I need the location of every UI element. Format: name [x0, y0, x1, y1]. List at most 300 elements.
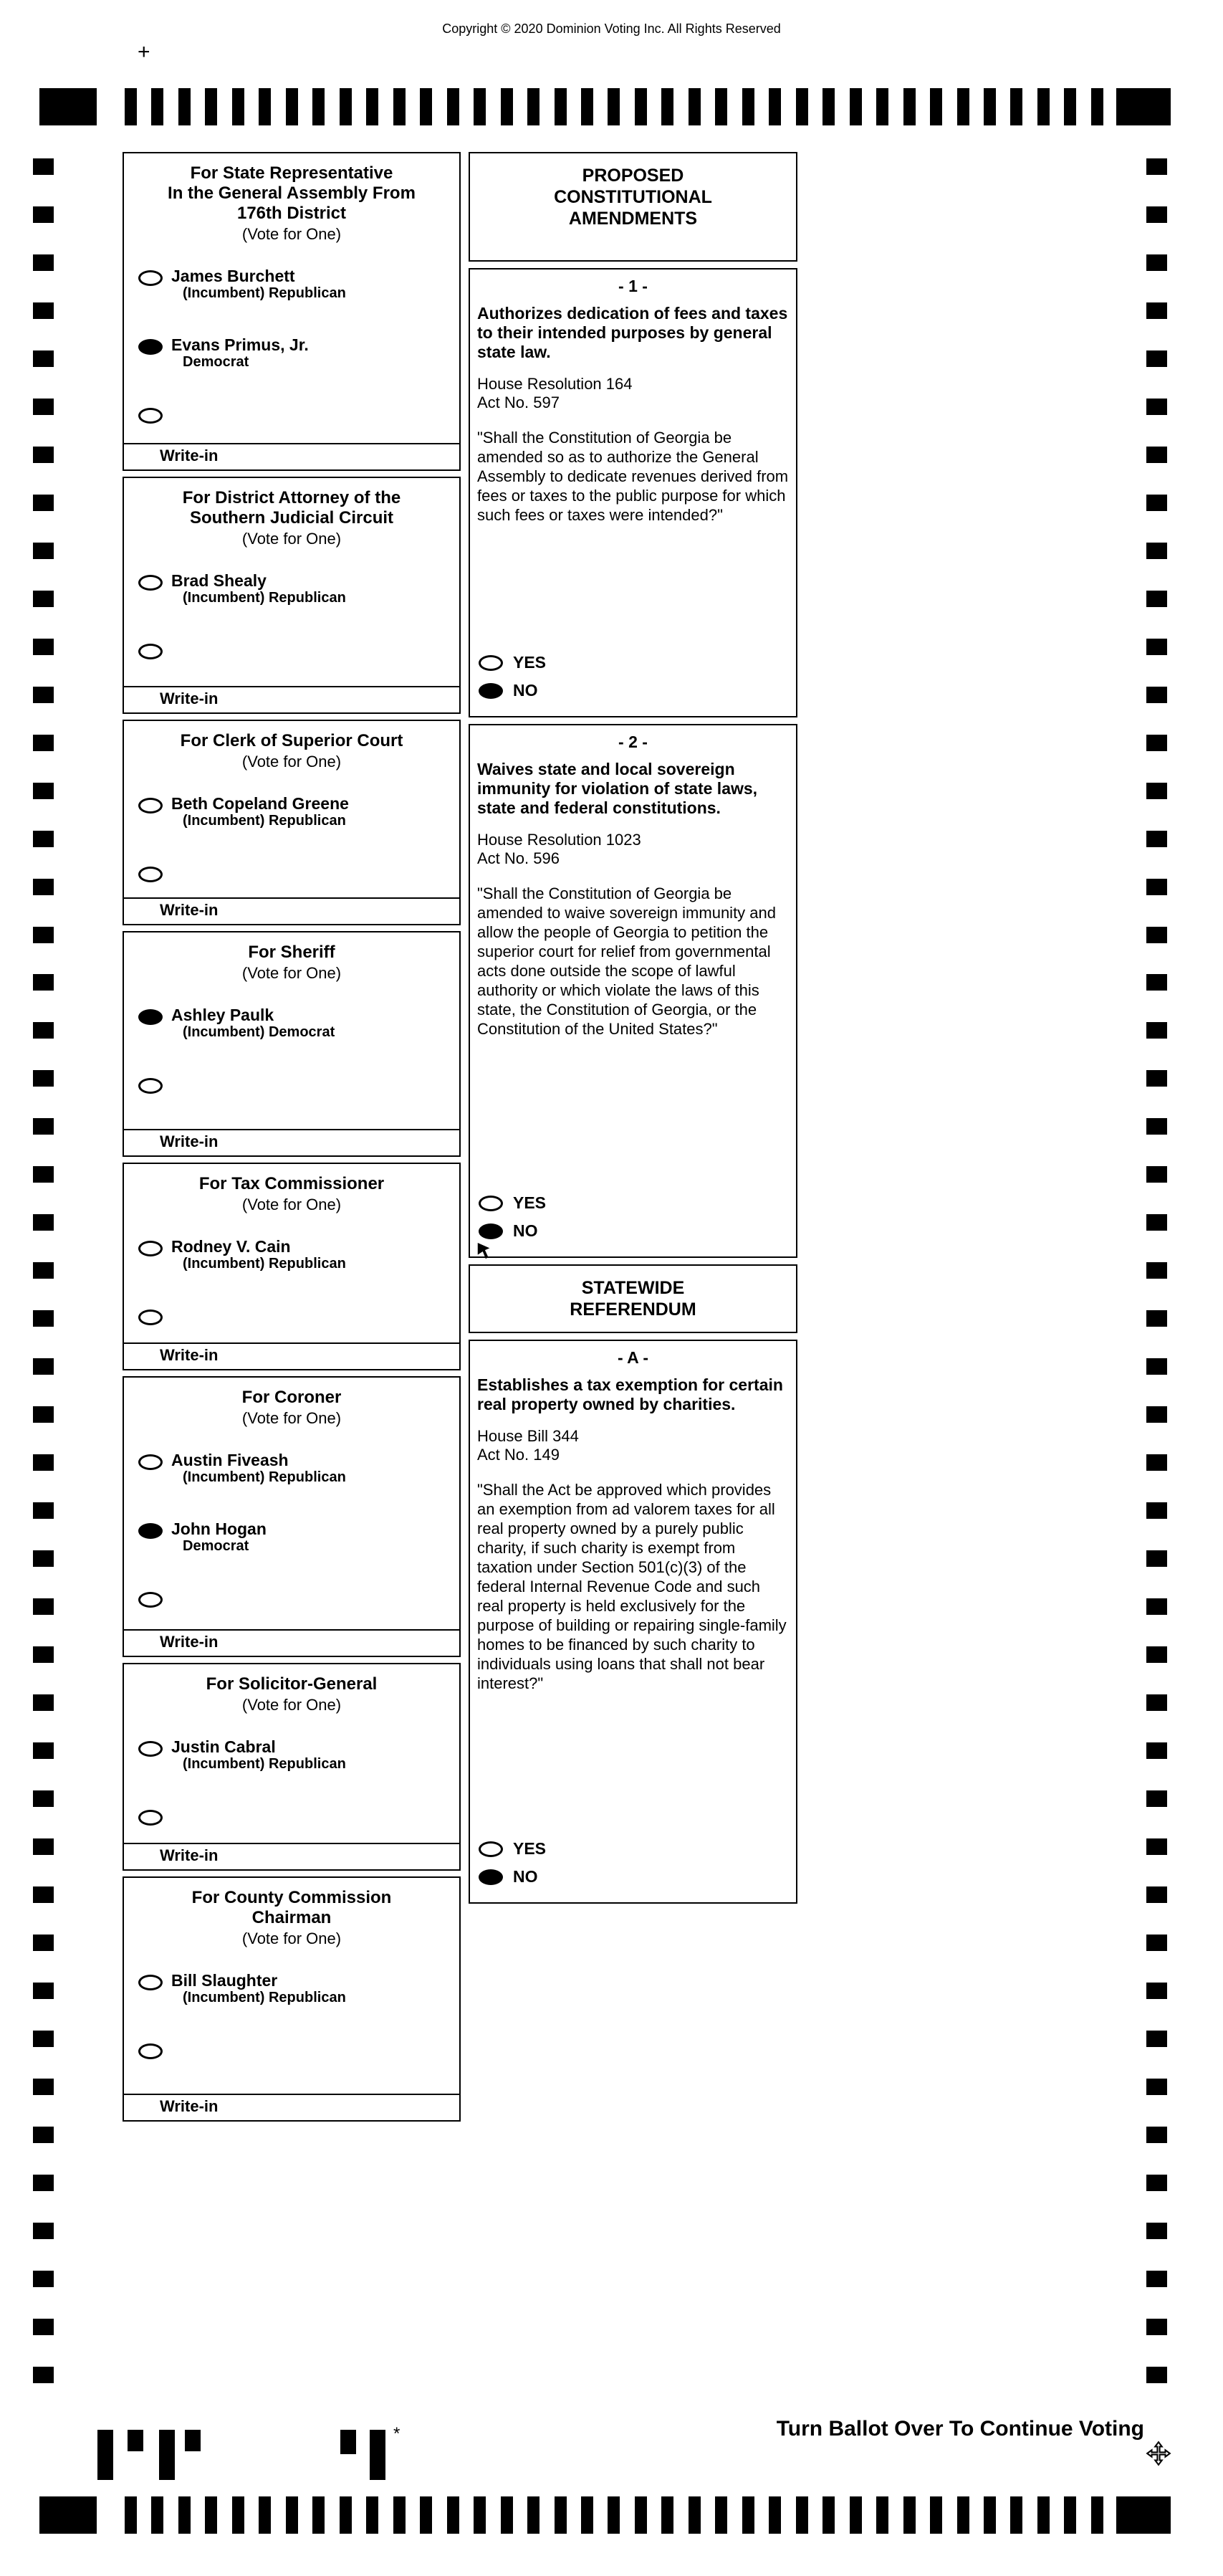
- timing-bar: [876, 88, 888, 125]
- timing-bar: [501, 88, 513, 125]
- section-header-line: STATEWIDE: [581, 1278, 685, 1298]
- candidate-info: [171, 1451, 346, 1486]
- measures-column: [469, 152, 797, 1904]
- timing-bar: [312, 2496, 325, 2534]
- vote-oval[interactable]: [138, 644, 163, 659]
- timing-square: [1146, 1406, 1167, 1423]
- vote-oval[interactable]: [138, 1741, 163, 1757]
- section-header-line: PROPOSED: [582, 166, 684, 186]
- candidate-party: Democrat: [183, 354, 249, 370]
- timing-square: [1146, 254, 1167, 271]
- timing-square: [1146, 974, 1167, 991]
- candidate-party: (Incumbent) Republican: [183, 1469, 346, 1485]
- timing-row-bottom-bars: [125, 2496, 1103, 2534]
- timing-square: [1146, 1838, 1167, 1855]
- candidate-name: Bill Slaughter: [171, 1971, 278, 1990]
- candidate-row: [124, 1583, 459, 1623]
- candidate-name: John Hogan: [171, 1520, 267, 1538]
- vote-for-instruction: (Vote for One): [241, 530, 342, 548]
- timing-square: [33, 1742, 54, 1759]
- measure-reference-line: Act No. 149: [477, 1446, 560, 1464]
- timing-bar: [340, 88, 352, 125]
- timing-bar: [957, 88, 969, 125]
- timing-square: [33, 879, 54, 895]
- timing-square: [1146, 2367, 1167, 2383]
- measure-reference-line: House Bill 344: [477, 1427, 579, 1445]
- candidate-name: Rodney V. Cain: [171, 1237, 291, 1256]
- vote-oval[interactable]: [479, 1223, 503, 1239]
- measure-references: [470, 818, 796, 868]
- timing-bar: [769, 2496, 781, 2534]
- timing-square: [1146, 927, 1167, 943]
- timing-bar: [661, 88, 673, 125]
- timing-bar: [689, 2496, 701, 2534]
- candidate-row: [124, 857, 459, 897]
- write-in-label: Write-in: [160, 447, 219, 464]
- candidate-info: [171, 267, 346, 302]
- contest-header: [124, 932, 459, 1000]
- turn-ballot-instruction: Turn Ballot Over To Continue Voting: [776, 2417, 1144, 2441]
- timing-bar: [286, 2496, 298, 2534]
- timing-square: [33, 1983, 54, 1999]
- contest-header: [124, 1164, 459, 1231]
- candidate-row: [124, 330, 459, 399]
- timing-bar: [661, 2496, 673, 2534]
- timing-row-top: [0, 88, 1223, 125]
- timing-bar: [366, 88, 378, 125]
- timing-square: [1146, 1262, 1167, 1279]
- contest-box: [123, 720, 461, 925]
- calibration-mark: [97, 2430, 113, 2480]
- timing-square: [33, 1550, 54, 1567]
- timing-square: [33, 1022, 54, 1039]
- timing-square: [33, 1310, 54, 1327]
- vote-oval[interactable]: [138, 867, 163, 882]
- timing-bar: [1064, 2496, 1076, 2534]
- timing-square: [33, 2319, 54, 2335]
- timing-square: [1146, 158, 1167, 175]
- timing-bar: [312, 88, 325, 125]
- contest-title-line: For Solicitor-General: [206, 1674, 378, 1694]
- vote-for-instruction: (Vote for One): [241, 964, 342, 982]
- candidate-row: [124, 2034, 459, 2074]
- timing-square: [33, 1598, 54, 1615]
- write-in-area[interactable]: [124, 1342, 459, 1369]
- timing-square: [33, 350, 54, 367]
- timing-bar: [930, 2496, 942, 2534]
- timing-square: [1146, 1935, 1167, 1951]
- vote-oval[interactable]: [138, 408, 163, 424]
- write-in-area[interactable]: [124, 1129, 459, 1155]
- measure-question: "Shall the Act be approved which provides an exemption from ad valorem taxes for all real property owned by a purely public charity, if such charity is exempt from taxation under Section 501(c)(3) of the federal Internal Revenue Code and such real property is held exclusively for the purpose of building or repairing single-family homes to be financed by such charity to individuals using loans that shall not bear interest?": [477, 1481, 787, 1692]
- timing-row-bottom: [0, 2496, 1223, 2534]
- contest-title-line: For County Commission: [191, 1888, 392, 1907]
- calibration-mark: [370, 2430, 385, 2480]
- timing-square: [1146, 879, 1167, 895]
- candidate-row: [124, 1800, 459, 1841]
- candidate-info: [171, 571, 346, 606]
- timing-square: [33, 1790, 54, 1807]
- candidate-info: [171, 794, 349, 829]
- measure-box: [469, 1340, 797, 1904]
- measure-references: [470, 1414, 796, 1464]
- measure-summary: Authorizes dedication of fees and taxes to their intended purposes by general state law.: [477, 304, 788, 361]
- measure-option-row: [470, 1193, 796, 1221]
- timing-square: [33, 1358, 54, 1375]
- timing-square: [1146, 1214, 1167, 1231]
- write-in-area[interactable]: [124, 443, 459, 469]
- candidate-name: Brad Shealy: [171, 571, 267, 590]
- timing-square: [33, 2223, 54, 2239]
- timing-bar: [501, 2496, 513, 2534]
- candidate-party: (Incumbent) Republican: [183, 813, 346, 829]
- timing-square: [33, 1118, 54, 1135]
- timing-bar: [178, 88, 191, 125]
- timing-square: [33, 1502, 54, 1519]
- timing-bar: [555, 2496, 567, 2534]
- timing-bar: [393, 88, 406, 125]
- vote-oval[interactable]: [138, 1454, 163, 1470]
- timing-square: [1146, 2175, 1167, 2191]
- candidate-info: [171, 1737, 346, 1773]
- contest-title-line: For Coroner: [241, 1388, 342, 1407]
- timing-bar: [151, 2496, 163, 2534]
- candidate-name: James Burchett: [171, 267, 295, 285]
- option-label: YES: [513, 1193, 547, 1212]
- contest-box: [123, 152, 461, 471]
- candidate-row: [124, 566, 459, 634]
- contest-header: [124, 1878, 459, 1965]
- candidate-party: (Incumbent) Republican: [183, 1756, 346, 1772]
- timing-square: [1146, 687, 1167, 703]
- measure-options: [470, 1829, 796, 1898]
- timing-bar: [822, 2496, 835, 2534]
- timing-bar: [742, 2496, 754, 2534]
- contest-box: [123, 1376, 461, 1657]
- timing-bar: [796, 2496, 808, 2534]
- timing-square: [33, 1214, 54, 1231]
- timing-bar: [125, 88, 137, 125]
- timing-square: [1146, 2127, 1167, 2143]
- timing-bar: [715, 2496, 727, 2534]
- timing-square: [1146, 2319, 1167, 2335]
- vote-oval[interactable]: [138, 1975, 163, 1990]
- timing-square: [1146, 1646, 1167, 1663]
- timing-bar: [474, 88, 486, 125]
- option-label: YES: [513, 1839, 547, 1858]
- vote-oval[interactable]: [138, 798, 163, 814]
- candidate-name: Evans Primus, Jr.: [171, 335, 309, 354]
- timing-bar: [903, 88, 916, 125]
- measure-options: [470, 643, 796, 712]
- timing-bar: [581, 2496, 593, 2534]
- timing-square: [33, 495, 54, 511]
- vote-oval[interactable]: [138, 1310, 163, 1325]
- timing-bar: [903, 2496, 916, 2534]
- timing-bar: [259, 88, 271, 125]
- timing-square: [33, 1886, 54, 1903]
- timing-square: [1146, 543, 1167, 559]
- measure-reference-line: Act No. 597: [477, 393, 560, 411]
- measure-option-row: [470, 653, 796, 681]
- measure-option-row: [470, 1221, 796, 1249]
- measure-option-row: [470, 1867, 796, 1895]
- measure-number: - A -: [617, 1348, 648, 1367]
- timing-bar: [286, 88, 298, 125]
- timing-bar: [205, 2496, 217, 2534]
- timing-bar: [1010, 2496, 1022, 2534]
- contest-title-line: Southern Judicial Circuit: [189, 508, 394, 528]
- timing-bar: [850, 2496, 862, 2534]
- section-header-line: AMENDMENTS: [568, 209, 698, 229]
- contest-title-line: For District Attorney of the: [182, 488, 401, 507]
- timing-square: [33, 1262, 54, 1279]
- timing-bar: [447, 88, 459, 125]
- vote-oval[interactable]: [479, 1196, 503, 1211]
- timing-square: [33, 639, 54, 655]
- timing-bar: [125, 2496, 137, 2534]
- candidate-party: (Incumbent) Republican: [183, 285, 346, 301]
- vote-oval[interactable]: [138, 1592, 163, 1608]
- timing-square: [1146, 1022, 1167, 1039]
- measure-box: [469, 724, 797, 1258]
- timing-square: [1146, 206, 1167, 223]
- timing-square: [1146, 2031, 1167, 2047]
- timing-square: [33, 2079, 54, 2095]
- timing-bar: [232, 88, 244, 125]
- write-in-area[interactable]: [124, 1843, 459, 1869]
- timing-bar: [608, 88, 620, 125]
- vote-oval[interactable]: [138, 270, 163, 286]
- timing-square: [1146, 1070, 1167, 1087]
- timing-bar: [420, 88, 432, 125]
- timing-bar: [715, 88, 727, 125]
- option-label: NO: [513, 1867, 538, 1886]
- vote-for-instruction: (Vote for One): [241, 225, 342, 243]
- timing-square: [33, 1070, 54, 1087]
- timing-bar: [635, 2496, 647, 2534]
- vote-for-instruction: (Vote for One): [241, 753, 342, 771]
- contest-title-line: For Tax Commissioner: [198, 1174, 385, 1193]
- vote-for-instruction: (Vote for One): [241, 1929, 342, 1947]
- timing-bar: [178, 2496, 191, 2534]
- timing-bar: [984, 2496, 996, 2534]
- timing-square: [33, 1454, 54, 1471]
- candidate-name: Austin Fiveash: [171, 1451, 289, 1469]
- vote-oval[interactable]: [138, 339, 163, 355]
- timing-square: [33, 2271, 54, 2287]
- measure-reference-line: House Resolution 164: [477, 375, 633, 393]
- vote-oval[interactable]: [479, 655, 503, 671]
- candidate-row: [124, 1300, 459, 1340]
- contest-header: [124, 1378, 459, 1445]
- timing-bar: [1091, 88, 1103, 125]
- measure-reference-line: Act No. 596: [477, 849, 560, 867]
- timing-square: [33, 399, 54, 415]
- candidate-row: [124, 788, 459, 857]
- timing-square: [1146, 1454, 1167, 1471]
- timing-square: [1146, 1694, 1167, 1711]
- timing-square: [1146, 735, 1167, 751]
- measure-option-row: [470, 1839, 796, 1867]
- measure-question: "Shall the Constitution of Georgia be amended to waive sovereign immunity and allow the people of Georgia to petition the superior court for relief from governmental acts done outside the scope of lawful authority or which violate the laws of this state, the Constitution of Georgia, or the Constitution of the United States?": [477, 884, 777, 1038]
- contest-header: [124, 1664, 459, 1732]
- vote-oval[interactable]: [479, 1869, 503, 1885]
- write-in-area[interactable]: [124, 686, 459, 712]
- measure-summary: Establishes a tax exemption for certain real property owned by charities.: [477, 1375, 783, 1413]
- timing-square: [1146, 783, 1167, 799]
- timing-square: [33, 687, 54, 703]
- timing-square: [33, 591, 54, 607]
- vote-oval[interactable]: [138, 1241, 163, 1256]
- candidate-name: Beth Copeland Greene: [171, 794, 349, 813]
- timing-square: [33, 1694, 54, 1711]
- timing-square: [33, 302, 54, 319]
- write-in-area[interactable]: [124, 1629, 459, 1656]
- vote-oval[interactable]: [138, 575, 163, 591]
- registration-plus-mark: +: [138, 40, 150, 64]
- candidate-name: Justin Cabral: [171, 1737, 276, 1756]
- timing-bar: [689, 88, 701, 125]
- candidate-row: [124, 1000, 459, 1069]
- timing-square: [1146, 447, 1167, 463]
- timing-square: [1146, 831, 1167, 847]
- timing-square: [33, 1935, 54, 1951]
- candidate-row: [124, 1069, 459, 1109]
- contest-header: [124, 478, 459, 566]
- option-label: YES: [513, 653, 547, 672]
- option-label: NO: [513, 1221, 538, 1240]
- timing-block-bottom-left: [39, 2496, 97, 2534]
- section-header-line: CONSTITUTIONAL: [554, 187, 712, 207]
- timing-square: [33, 831, 54, 847]
- contest-box: [123, 477, 461, 714]
- contest-title-line: For Sheriff: [248, 943, 335, 962]
- write-in-label: Write-in: [160, 1633, 219, 1651]
- write-in-area[interactable]: [124, 897, 459, 924]
- vote-for-instruction: (Vote for One): [241, 1196, 342, 1213]
- timing-bar: [984, 88, 996, 125]
- option-label: NO: [513, 681, 538, 700]
- candidate-info: [171, 335, 309, 371]
- timing-bar: [1037, 88, 1050, 125]
- footnote-mark: *: [393, 2424, 401, 2443]
- vote-oval[interactable]: [138, 1523, 163, 1539]
- timing-square: [33, 1838, 54, 1855]
- timing-square: [1146, 399, 1167, 415]
- timing-bar: [447, 2496, 459, 2534]
- candidate-row: [124, 634, 459, 674]
- candidate-row: [124, 399, 459, 439]
- calibration-mark: [340, 2430, 356, 2454]
- candidate-row: [124, 1965, 459, 2034]
- section-header-box: [469, 1264, 797, 1333]
- vote-oval[interactable]: [479, 683, 503, 699]
- timing-square: [33, 2175, 54, 2191]
- timing-square: [1146, 591, 1167, 607]
- timing-bar: [796, 88, 808, 125]
- timing-block-bottom-right: [1116, 2496, 1171, 2534]
- measure-options: [470, 1183, 796, 1252]
- timing-bar: [527, 2496, 539, 2534]
- timing-row-top-bars: [125, 88, 1103, 125]
- timing-square: [1146, 350, 1167, 367]
- vote-oval[interactable]: [138, 2043, 163, 2059]
- candidate-name: Ashley Paulk: [171, 1006, 274, 1024]
- timing-square: [1146, 1886, 1167, 1903]
- timing-square: [33, 447, 54, 463]
- timing-square: [33, 735, 54, 751]
- write-in-label: Write-in: [160, 690, 219, 707]
- timing-square: [1146, 1502, 1167, 1519]
- timing-bar: [393, 2496, 406, 2534]
- timing-bar: [151, 88, 163, 125]
- vote-oval[interactable]: [138, 1810, 163, 1826]
- contest-box: [123, 931, 461, 1157]
- timing-square: [33, 1646, 54, 1663]
- timing-square: [33, 2031, 54, 2047]
- timing-square: [33, 2367, 54, 2383]
- candidate-party: (Incumbent) Republican: [183, 1990, 346, 2005]
- contest-title-line: 176th District: [236, 204, 347, 223]
- timing-square: [1146, 495, 1167, 511]
- measure-references: [470, 362, 796, 412]
- candidate-info: [171, 1520, 267, 1555]
- timing-bar: [930, 88, 942, 125]
- vote-for-instruction: (Vote for One): [241, 1696, 342, 1714]
- timing-square: [1146, 1310, 1167, 1327]
- timing-square: [33, 543, 54, 559]
- timing-bar: [581, 88, 593, 125]
- timing-square: [1146, 1742, 1167, 1759]
- candidate-party: Democrat: [183, 1538, 249, 1554]
- timing-square: [33, 1166, 54, 1183]
- contest-header: [124, 153, 459, 261]
- timing-bar: [608, 2496, 620, 2534]
- write-in-area[interactable]: [124, 2094, 459, 2120]
- timing-bar: [1091, 2496, 1103, 2534]
- contest-title-line: For State Representative: [190, 163, 393, 183]
- timing-square: [1146, 1166, 1167, 1183]
- timing-block-top-right: [1116, 88, 1171, 125]
- timing-bar: [366, 2496, 378, 2534]
- timing-square: [33, 974, 54, 991]
- write-in-label: Write-in: [160, 901, 219, 919]
- mouse-cursor: [477, 1243, 491, 1260]
- timing-bar: [259, 2496, 271, 2534]
- vote-oval[interactable]: [138, 1078, 163, 1094]
- vote-oval[interactable]: [138, 1009, 163, 1025]
- timing-bar: [822, 88, 835, 125]
- timing-block-top-left: [39, 88, 97, 125]
- timing-square: [1146, 1118, 1167, 1135]
- candidate-row: [124, 261, 459, 330]
- write-in-label: Write-in: [160, 2097, 219, 2115]
- vote-for-instruction: (Vote for One): [241, 1409, 342, 1427]
- vote-oval[interactable]: [479, 1841, 503, 1857]
- candidate-row: [124, 1231, 459, 1300]
- timing-bar: [340, 2496, 352, 2534]
- timing-bar: [876, 2496, 888, 2534]
- contest-title-line: Chairman: [251, 1908, 332, 1927]
- copyright-notice: Copyright © 2020 Dominion Voting Inc. All Rights Reserved: [442, 22, 781, 36]
- timing-square: [33, 2127, 54, 2143]
- timing-square: [1146, 2223, 1167, 2239]
- contest-title-line: For Clerk of Superior Court: [180, 731, 403, 750]
- contest-title-line: In the General Assembly From: [168, 183, 416, 203]
- timing-square: [1146, 2079, 1167, 2095]
- measure-number: - 1 -: [618, 277, 648, 295]
